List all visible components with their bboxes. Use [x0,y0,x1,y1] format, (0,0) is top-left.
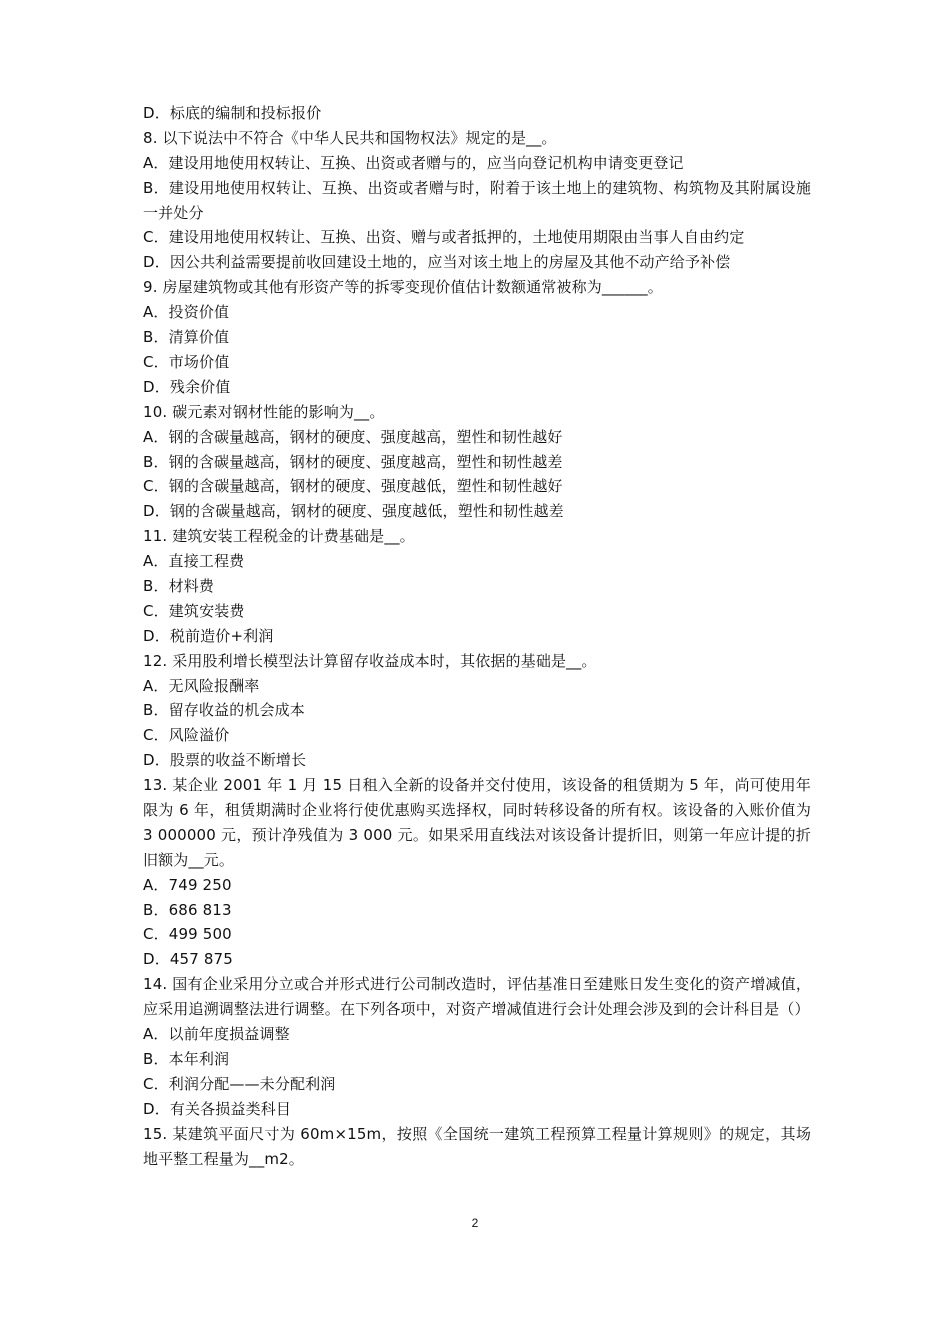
text-line: 12. 采用股利增长模型法计算留存收益成本时，其依据的基础是__。 [143,651,597,670]
text-line: C．499 500 [143,925,232,944]
text-line: D．钢的含碳量越高，钢材的硬度、强度越低，塑性和韧性越差 [143,502,564,521]
text-line: B．留存收益的机会成本 [143,701,305,720]
text-line: D．标底的编制和投标报价 [143,104,322,122]
text-line: B．本年利润 [143,1049,230,1068]
text-paragraph: 13. 某企业 2001 年 1 月 15 日租入全新的设备并交付使用，该设备的租赁期为 5 年，尚可使用年限为 6 年，租赁期满时企业将行使优惠购买选择权，同时转移设备的所有权。该设备的入账价值为 3 000000 元，预计净残值为 3 000 元。如果采用直线法对该设备计提折旧，则第一年应计提的折旧额为__元。 [143,776,811,869]
text-line: D．有关各损益类科目 [143,1099,292,1118]
page-content [143,101,811,1171]
text-line: A．投资价值 [143,303,230,322]
text-line: C．建设用地使用权转让、互换、出资、赠与或者抵押的，土地使用期限由当事人自由约定 [143,228,745,247]
text-line: D．457 875 [143,950,233,969]
text-line: 8. 以下说法中不符合《中华人民共和国物权法》规定的是__。 [143,128,557,147]
text-line: A．以前年度损益调整 [143,1025,290,1044]
text-paragraph: 15. 某建筑平面尺寸为 60m×15m，按照《全国统一建筑工程预算工程量计算规则》的规定，其场地平整工程量为__m2。 [143,1124,811,1168]
text-line: A．749 250 [143,875,232,894]
text-paragraph: 14. 国有企业采用分立或合并形式进行公司制改造时，评估基准日至建账日发生变化的资产增减值，应采用追溯调整法进行调整。在下列各项中，对资产增减值进行会计处理会涉及到的会计科目是（） [143,975,811,1019]
text-line: C．利润分配——未分配利润 [143,1074,336,1093]
text-line: D．税前造价+利润 [143,626,274,645]
text-line: A．建设用地使用权转让、互换、出资或者赠与的，应当向登记机构申请变更登记 [143,153,684,172]
text-line: A．直接工程费 [143,552,245,571]
text-line: A．无风险报酬率 [143,676,260,695]
text-line: B．清算价值 [143,328,230,347]
text-line: A．钢的含碳量越高，钢材的硬度、强度越高，塑性和韧性越好 [143,427,563,446]
text-line: C．钢的含碳量越高，钢材的硬度、强度越低，塑性和韧性越好 [143,477,563,496]
text-line: 10. 碳元素对钢材性能的影响为__。 [143,402,385,421]
text-line: B．材料费 [143,576,215,595]
text-line: B．686 813 [143,900,232,919]
text-paragraph: B．建设用地使用权转让、互换、出资或者赠与时，附着于该土地上的建筑物、构筑物及其附属设施一并处分 [143,178,811,222]
text-line: C．风险溢价 [143,726,230,745]
text-line: C．建筑安装费 [143,601,245,620]
text-line: D．残余价值 [143,377,231,396]
text-line: 11. 建筑安装工程税金的计费基础是__。 [143,527,415,546]
text-line: D．股票的收益不断增长 [143,751,307,770]
text-line: B．钢的含碳量越高，钢材的硬度、强度越高，塑性和韧性越差 [143,452,563,471]
text-line: D．因公共利益需要提前收回建设土地的，应当对该土地上的房屋及其他不动产给予补偿 [143,253,731,272]
page-number: 2 [471,1216,479,1230]
text-line: 9. 房屋建筑物或其他有形资产等的拆零变现价值估计数额通常被称为______。 [143,278,663,297]
text-line: C．市场价值 [143,352,230,371]
